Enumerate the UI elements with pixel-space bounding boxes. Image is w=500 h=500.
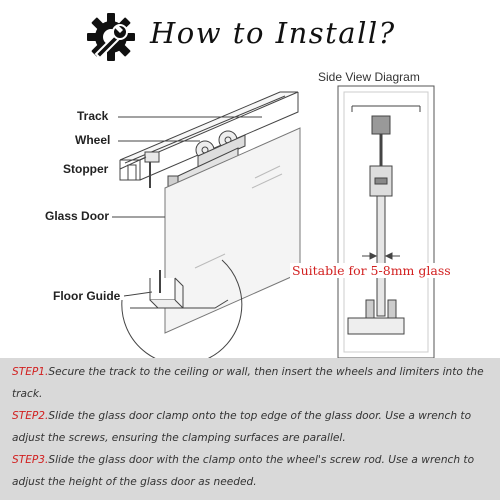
step-1-text: Secure the track to the ceiling or wall, then insert the wheels and limiters into the track.: [12, 366, 484, 400]
steps-panel: [0, 358, 500, 500]
step-3-text: Slide the glass door with the clamp onto the wheel's screw rod. Use a wrench to adjust the height of the glass door as needed.: [12, 454, 475, 488]
glass-thickness-note: Suitable for 5-8mm glass: [292, 263, 451, 278]
step-1: [12, 361, 492, 405]
step-2-label: STEP2.: [12, 410, 49, 422]
step-1-label: STEP1.: [12, 366, 49, 378]
label-stopper: Stopper: [63, 162, 109, 176]
label-floor-guide: Floor Guide: [53, 289, 121, 303]
step-3: [12, 449, 492, 493]
label-wheel: Wheel: [75, 133, 111, 147]
label-glass-door: Glass Door: [45, 209, 110, 223]
step-2-text: Slide the glass door clamp onto the top edge of the glass door. Use a wrench to adjust the screws, ensuring the clamping surfaces are parallel.: [12, 410, 472, 444]
side-view-title: Side View Diagram: [318, 70, 420, 84]
page-title: How to Install?: [150, 16, 396, 50]
step-2: [12, 405, 492, 449]
gear-wrench-icon: [86, 12, 136, 62]
step-3-label: STEP3.: [12, 454, 49, 466]
label-track: Track: [77, 109, 109, 123]
header: [0, 0, 500, 68]
